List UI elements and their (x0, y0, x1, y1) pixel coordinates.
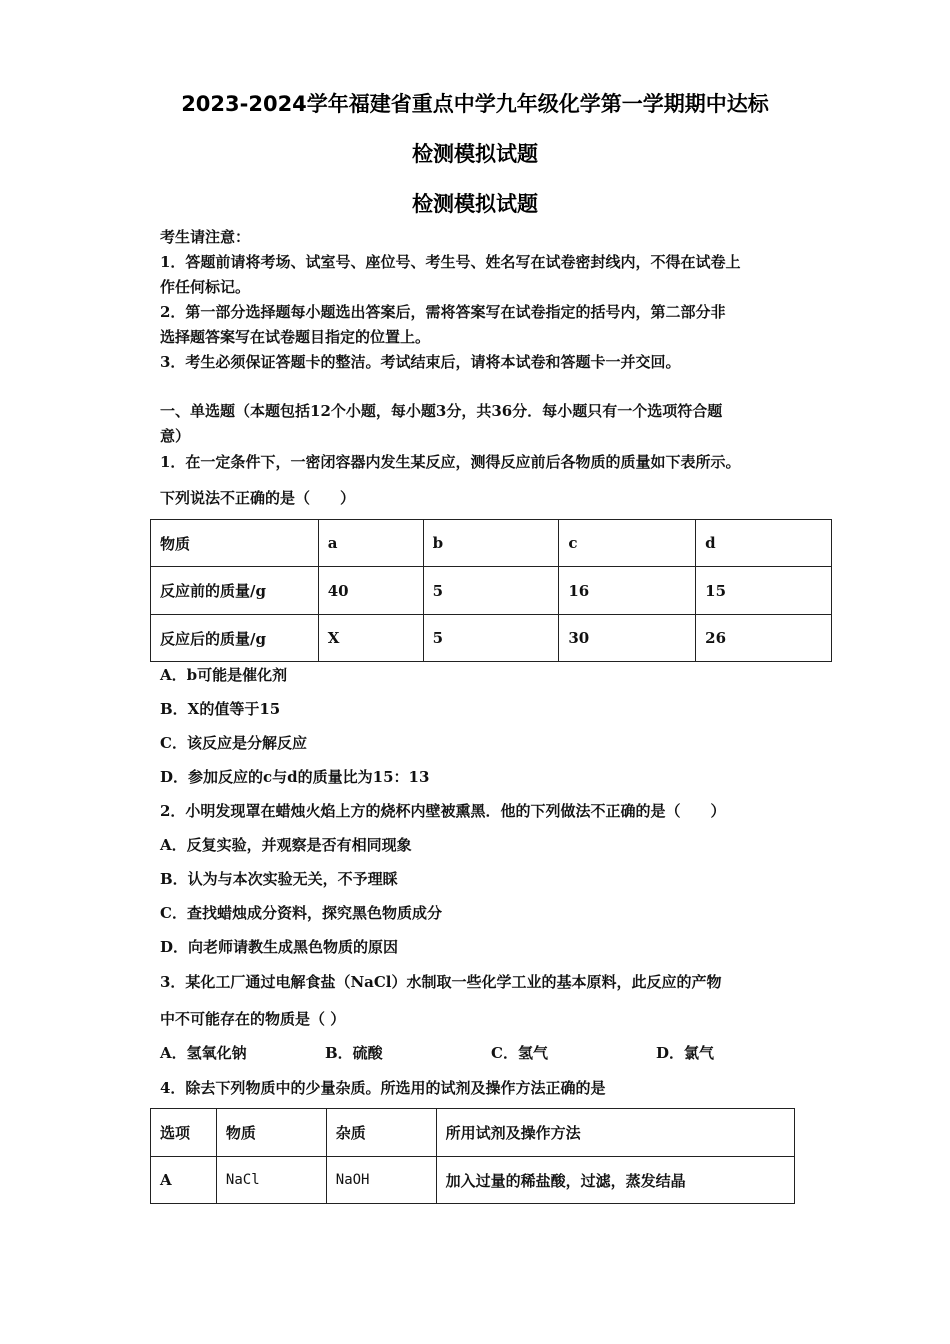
question-1-option-d: D．参加反应的c与d的质量比为15：13 (160, 768, 430, 786)
question-3-option-a: A．氢氧化钠 (160, 1044, 247, 1062)
question-2-option-c: C．查找蜡烛成分资料，探究黑色物质成分 (160, 904, 442, 922)
table-cell: X (318, 615, 423, 662)
table-cell: 5 (423, 615, 559, 662)
question-3-option-c: C．氢气 (491, 1044, 548, 1062)
exam-title-line2: 检测模拟试题 (412, 142, 538, 166)
question-3-stem: 3．某化工厂通过电解食盐（NaCl）水制取一些化学工业的基本原料，此反应的产物 (160, 973, 722, 991)
table-row (151, 1157, 795, 1204)
table-cell: 反应后的质量/g (151, 615, 319, 662)
table-cell: 30 (559, 615, 696, 662)
question-1-stem-cont: 下列说法不正确的是（ ） (160, 489, 356, 507)
question-2-option-d: D．向老师请教生成黑色物质的原因 (160, 938, 399, 956)
question-1-table (150, 519, 832, 662)
table-header-row (151, 1109, 795, 1157)
table-cell: 反应前的质量/g (151, 567, 319, 615)
notice-line: 2．第一部分选择题每小题选出答案后，需将答案写在试卷指定的括号内，第二部分非 (160, 303, 726, 321)
question-2-option-a: A．反复实验，并观察是否有相同现象 (160, 836, 412, 854)
section-heading-cont: 意） (160, 427, 191, 445)
notice-line: 1．答题前请将考场、试室号、座位号、考生号、姓名写在试卷密封线内，不得在试卷上 (160, 253, 741, 271)
table-cell: 5 (423, 567, 559, 615)
table-header-cell: b (423, 520, 559, 567)
question-3-stem-cont: 中不可能存在的物质是（ ） (160, 1010, 346, 1028)
table-cell: A (151, 1157, 217, 1204)
table-row (151, 615, 832, 662)
table-header-cell: d (696, 520, 832, 567)
table-header-row (151, 520, 832, 567)
question-1-stem: 1．在一定条件下，一密闭容器内发生某反应，测得反应前后各物质的质量如下表所示。 (160, 453, 741, 471)
notice-line: 选择题答案写在试卷题目指定的位置上。 (160, 328, 431, 346)
table-cell: 16 (559, 567, 696, 615)
notice-heading: 考生请注意： (160, 228, 251, 246)
table-header-cell: a (318, 520, 423, 567)
table-cell: 40 (318, 567, 423, 615)
question-2-stem: 2．小明发现罩在蜡烛火焰上方的烧杯内壁被熏黑．他的下列做法不正确的是（ ） (160, 802, 726, 820)
table-header-cell: 杂质 (326, 1109, 436, 1157)
table-cell: 26 (696, 615, 832, 662)
table-cell: 加入过量的稀盐酸，过滤，蒸发结晶 (436, 1157, 794, 1204)
table-cell: 15 (696, 567, 832, 615)
notice-line: 3．考生必须保证答题卡的整洁。考试结束后，请将本试卷和答题卡一并交回。 (160, 353, 681, 371)
question-4-table (150, 1108, 795, 1204)
table-cell: NaOH (326, 1157, 436, 1204)
notice-line: 作任何标记。 (160, 278, 251, 296)
table-header-cell: 物质 (151, 520, 319, 567)
exam-title-line1: 2023-2024学年福建省重点中学九年级化学第一学期期中达标 (181, 92, 769, 116)
table-row (151, 567, 832, 615)
section-heading: 一、单选题（本题包括12个小题，每小题3分，共36分．每小题只有一个选项符合题 (160, 402, 723, 420)
table-header-cell: c (559, 520, 696, 567)
question-2-option-b: B．认为与本次实验无关，不予理睬 (160, 870, 398, 888)
question-3-option-b: B．硫酸 (325, 1044, 383, 1062)
exam-title-line3: 检测模拟试题 (412, 192, 538, 216)
table-header-cell: 选项 (151, 1109, 217, 1157)
question-1-option-c: C．该反应是分解反应 (160, 734, 307, 752)
question-1-option-a: A．b可能是催化剂 (160, 666, 288, 684)
question-4-stem: 4．除去下列物质中的少量杂质。所选用的试剂及操作方法正确的是 (160, 1079, 606, 1097)
table-header-cell: 所用试剂及操作方法 (436, 1109, 794, 1157)
question-3-option-d: D．氯气 (656, 1044, 715, 1062)
question-1-option-b: B．X的值等于15 (160, 700, 281, 718)
table-header-cell: 物质 (216, 1109, 326, 1157)
table-cell: NaCl (216, 1157, 326, 1204)
